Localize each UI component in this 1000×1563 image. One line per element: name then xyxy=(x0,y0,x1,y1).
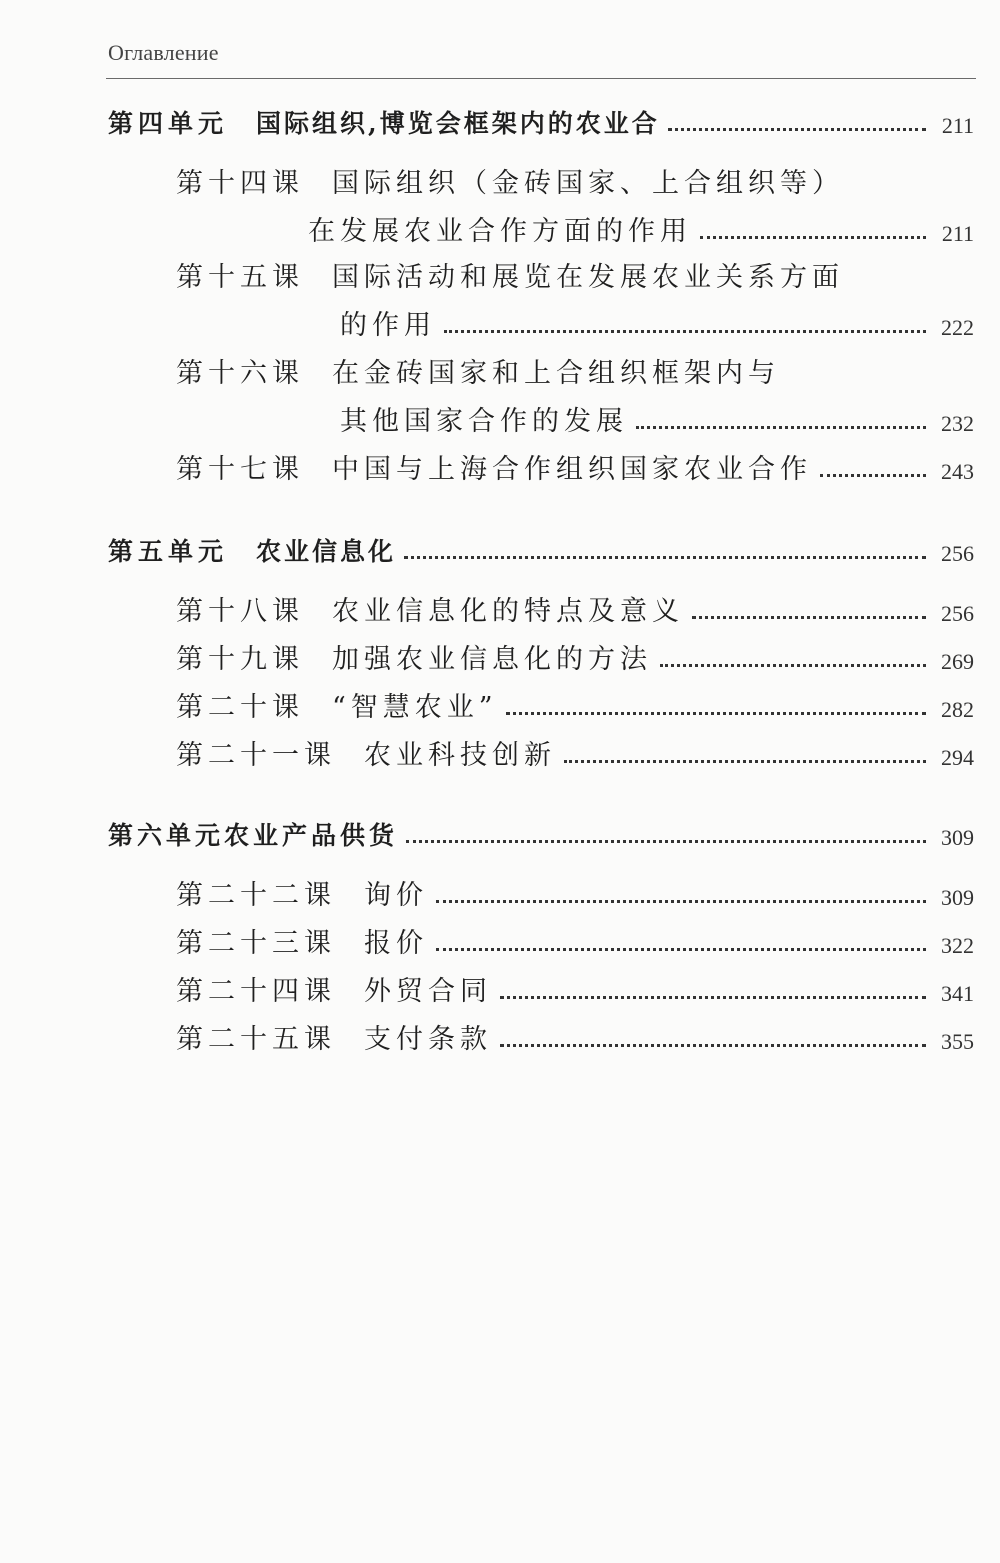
lesson-title: 支付条款 xyxy=(364,1024,492,1055)
toc-lesson-14-cont[interactable] xyxy=(308,208,974,248)
lesson-title: 加强农业信息化的方法 xyxy=(332,644,652,675)
toc-lesson-18[interactable] xyxy=(176,588,974,628)
lesson-label: 第十四课 xyxy=(176,168,304,199)
page-number: 294 xyxy=(941,745,974,770)
dot-leader xyxy=(660,664,926,667)
toc-lesson-16-cont[interactable] xyxy=(340,398,974,438)
toc-lesson-17[interactable] xyxy=(176,446,974,486)
lesson-label: 第二十课 xyxy=(176,692,304,723)
dot-leader xyxy=(692,616,926,619)
lesson-title: 国际活动和展览在发展农业关系方面 xyxy=(332,262,844,293)
toc-lesson-19[interactable] xyxy=(176,636,974,676)
lesson-title: 在金砖国家和上合组织框架内与 xyxy=(332,358,780,389)
toc-lesson-20[interactable] xyxy=(176,684,974,724)
unit-label: 第六单元农业产品供货 xyxy=(108,821,399,850)
dot-leader xyxy=(668,128,926,131)
dot-leader xyxy=(444,330,926,333)
page-number: 269 xyxy=(941,649,974,674)
page-number: 211 xyxy=(941,221,974,246)
dot-leader xyxy=(406,840,926,843)
lesson-title: 农业信息化的特点及意义 xyxy=(332,596,684,627)
page-number: 341 xyxy=(941,981,974,1006)
toc-lesson-24[interactable] xyxy=(176,968,974,1008)
lesson-label: 第二十五课 xyxy=(176,1024,336,1055)
toc-lesson-16[interactable] xyxy=(176,350,974,390)
toc-lesson-25[interactable] xyxy=(176,1016,974,1056)
lesson-title: 报价 xyxy=(364,928,428,959)
page-number: 355 xyxy=(941,1029,974,1054)
dot-leader xyxy=(564,760,926,763)
lesson-title: 询价 xyxy=(364,880,428,911)
lesson-title: “智慧农业” xyxy=(332,692,498,723)
page-number: 282 xyxy=(941,697,974,722)
toc-lesson-15-cont[interactable] xyxy=(340,302,974,342)
dot-leader xyxy=(436,948,926,951)
toc-lesson-14[interactable] xyxy=(176,160,974,200)
dot-leader xyxy=(506,712,926,715)
lesson-label: 第十七课 xyxy=(176,454,304,485)
unit-title: 农业信息化 xyxy=(256,537,397,566)
lesson-title-cont: 其他国家合作的发展 xyxy=(340,406,628,437)
header-divider xyxy=(106,78,976,79)
lesson-title: 中国与上海合作组织国家农业合作 xyxy=(332,454,812,485)
lesson-label: 第二十四课 xyxy=(176,976,336,1007)
toc-lesson-22[interactable] xyxy=(176,872,974,912)
page-number: 256 xyxy=(941,601,974,626)
unit-title: 国际组织,博览会框架内的农业合 xyxy=(256,109,660,138)
page-number: 232 xyxy=(941,411,974,436)
running-head-title: Оглавление xyxy=(108,40,219,65)
toc-unit-5[interactable] xyxy=(108,528,974,568)
dot-leader xyxy=(500,1044,926,1047)
lesson-label: 第十六课 xyxy=(176,358,304,389)
page-number: 222 xyxy=(941,315,974,340)
page-number: 243 xyxy=(941,459,974,484)
toc-unit-6[interactable] xyxy=(108,812,974,852)
toc-lesson-21[interactable] xyxy=(176,732,974,772)
dot-leader xyxy=(636,426,926,429)
dot-leader xyxy=(436,900,926,903)
lesson-label: 第二十一课 xyxy=(176,740,336,771)
lesson-title: 外贸合同 xyxy=(364,976,492,1007)
lesson-title-cont: 的作用 xyxy=(340,310,436,341)
lesson-label: 第十五课 xyxy=(176,262,304,293)
unit-label: 第四单元 xyxy=(108,109,229,138)
lesson-title-cont: 在发展农业合作方面的作用 xyxy=(308,216,692,247)
lesson-label: 第二十三课 xyxy=(176,928,336,959)
lesson-title: 农业科技创新 xyxy=(364,740,556,771)
dot-leader xyxy=(500,996,926,999)
page-number: 211 xyxy=(941,113,974,138)
lesson-label: 第二十二课 xyxy=(176,880,336,911)
lesson-title: 国际组织（金砖国家、上合组织等） xyxy=(332,168,844,199)
lesson-label: 第十八课 xyxy=(176,596,304,627)
toc-lesson-15[interactable] xyxy=(176,254,974,294)
page-number: 256 xyxy=(941,541,974,566)
toc-unit-4[interactable] xyxy=(108,100,974,140)
page-number: 322 xyxy=(941,933,974,958)
page-number: 309 xyxy=(941,825,974,850)
dot-leader xyxy=(820,474,926,477)
lesson-label: 第十九课 xyxy=(176,644,304,675)
dot-leader xyxy=(700,236,926,239)
unit-label: 第五单元 xyxy=(108,537,229,566)
page-number: 309 xyxy=(941,885,974,910)
toc-lesson-23[interactable] xyxy=(176,920,974,960)
dot-leader xyxy=(404,556,926,559)
